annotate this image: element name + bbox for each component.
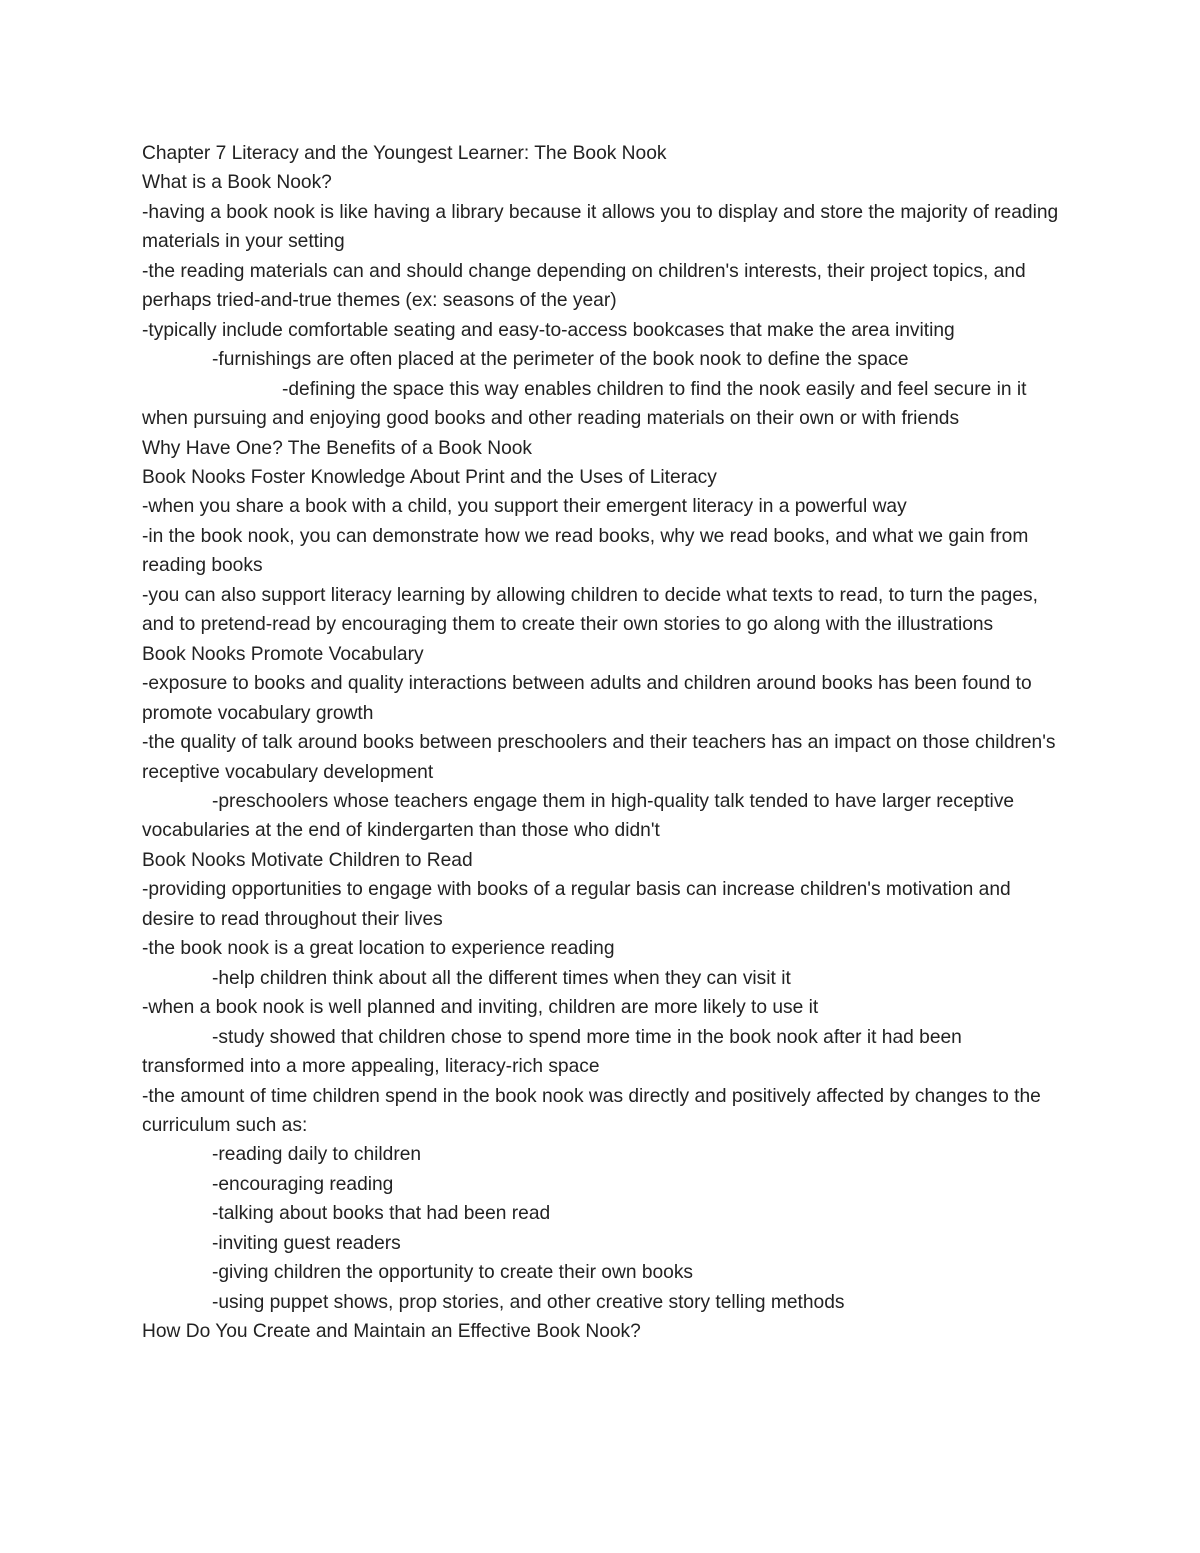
document-paragraph: -typically include comfortable seating and easy-to-access bookcases that make the area inviting [142,319,955,341]
document-paragraph: -inviting guest readers [212,1232,401,1254]
document-paragraph: -reading daily to children [212,1144,422,1166]
document-paragraph: -using puppet shows, prop stories, and other creative story telling methods [212,1291,845,1313]
document-paragraph: -giving children the opportunity to create their own books [212,1262,694,1284]
document-paragraph: -encouraging reading [212,1173,394,1195]
document-paragraph: -furnishings are often placed at the perimeter of the book nook to define the space [212,349,909,371]
document-paragraph: -defining the space this way enables children to find the nook easily and feel secure in it when pursuing and enjoying good books and other reading materials on their own or with friends [142,378,1027,430]
document-paragraph: -the reading materials can and should change depending on children's interests, their project topics, and perhaps tried-and-true themes (ex: seasons of the year) [142,260,1026,312]
document-paragraph: Why Have One? The Benefits of a Book Nook [142,437,532,459]
document-paragraph: Book Nooks Promote Vocabulary [142,643,424,665]
document-paragraph: -you can also support literacy learning by allowing children to decide what texts to read, to turn the pages, and to pretend-read by encouraging them to create their own stories to go along with the illustrations [142,584,1038,636]
document-paragraph: -when you share a book with a child, you support their emergent literacy in a powerful way [142,496,907,518]
document-paragraph: -having a book nook is like having a library because it allows you to display and store the majority of reading materials in your setting [142,201,1059,253]
document-paragraph: What is a Book Nook? [142,172,332,194]
document-paragraph: -in the book nook, you can demonstrate how we read books, why we read books, and what we gain from reading books [142,525,1029,577]
document-paragraph: -preschoolers whose teachers engage them in high-quality talk tended to have larger receptive vocabularies at the end of kindergarten than those who didn't [142,790,1015,842]
document-paragraph: -exposure to books and quality interactions between adults and children around books has been found to promote vocabulary growth [142,673,1032,724]
document-paragraph: -the quality of talk around books between preschoolers and their teachers has an impact on those children's receptive vocabulary development [142,732,1056,783]
document-paragraph: How Do You Create and Maintain an Effective Book Nook? [142,1321,641,1343]
document-paragraph: -talking about books that had been read [212,1203,551,1225]
document-paragraph: -the book nook is a great location to experience reading [142,938,615,960]
document-paragraph: -study showed that children chose to spend more time in the book nook after it had been transformed into a more appealing, literacy-rich space [142,1026,962,1078]
document-paragraph: Book Nooks Motivate Children to Read [142,849,473,871]
document-paragraph: -providing opportunities to engage with books of a regular basis can increase children's motivation and desire to read throughout their lives [142,879,1011,930]
document-paragraph: Book Nooks Foster Knowledge About Print and the Uses of Literacy [142,466,717,488]
document-paragraph: Chapter 7 Literacy and the Youngest Learner: The Book Nook [142,143,667,164]
document-paragraph: -help children think about all the different times when they can visit it [212,967,791,989]
document-paragraph: -the amount of time children spend in the book nook was directly and positively affected by changes to the curriculum such as: [142,1085,1041,1136]
document-body [142,139,1067,1347]
document-paragraph: -when a book nook is well planned and inviting, children are more likely to use it [142,997,819,1019]
